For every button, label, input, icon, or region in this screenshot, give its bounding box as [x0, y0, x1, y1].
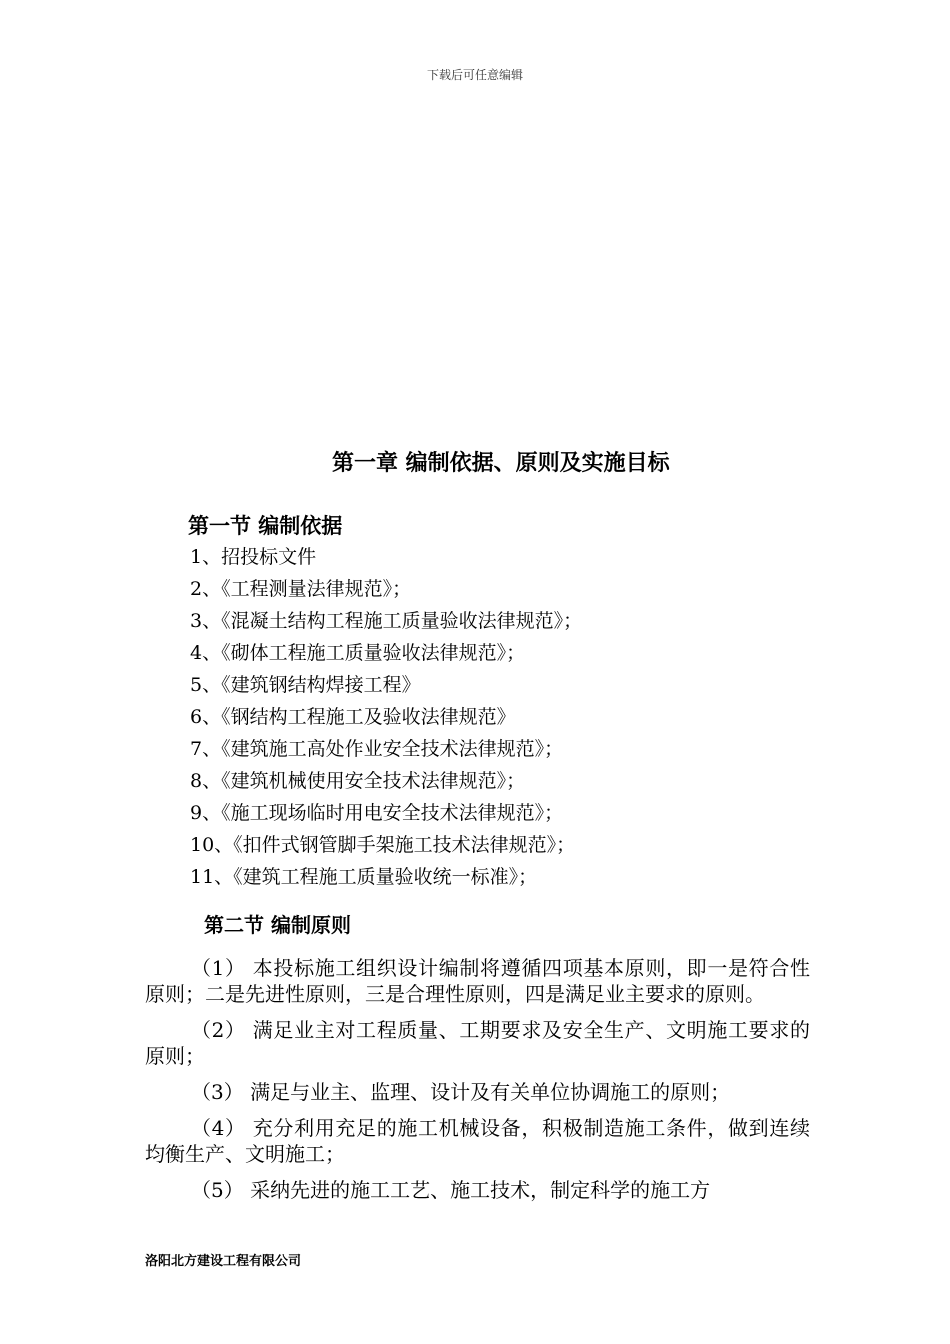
section-title-basis: 第一节 编制依据	[188, 514, 343, 538]
principle-paragraph: （2） 满足业主对工程质量、工期要求及安全生产、文明施工要求的原则；	[145, 1018, 810, 1068]
principle-paragraph: （3） 满足与业主、监理、设计及有关单位协调施工的原则；	[191, 1080, 731, 1104]
list-item: 7、《建筑施工高处作业安全技术法律规范》；	[190, 738, 564, 760]
list-item: 5、《建筑钢结构焊接工程》	[190, 674, 421, 696]
list-item: 11、《建筑工程施工质量验收统一标准》；	[190, 866, 538, 888]
list-item: 3、《混凝土结构工程施工质量验收法律规范》；	[190, 610, 583, 632]
principle-paragraph: （4） 充分利用充足的施工机械设备，积极制造施工条件，做到连续均衡生产、文明施工；	[145, 1116, 810, 1166]
list-item: 8、《建筑机械使用安全技术法律规范》；	[190, 770, 526, 792]
principles-body	[145, 955, 810, 1213]
footer-company: 洛阳北方建设工程有限公司	[145, 1254, 302, 1269]
list-item: 4、《砌体工程施工质量验收法律规范》；	[190, 642, 526, 664]
chapter-title: 第一章 编制依据、原则及实施目标	[332, 451, 670, 476]
header-note: 下载后可任意编辑	[426, 68, 523, 82]
list-item: 1、招投标文件	[190, 546, 317, 568]
list-item: 6、《钢结构工程施工及验收法律规范》	[190, 706, 516, 728]
list-item: 10、《扣件式钢管脚手架施工技术法律规范》；	[190, 834, 576, 856]
principle-paragraph: （5） 采纳先进的施工工艺、施工技术，制定科学的施工方	[191, 1178, 711, 1202]
section-title-principles: 第二节 编制原则	[204, 913, 351, 937]
list-item: 9、《施工现场临时用电安全技术法律规范》；	[190, 802, 564, 824]
basis-list	[190, 541, 582, 893]
list-item: 2、《工程测量法律规范》；	[190, 578, 412, 600]
principle-paragraph: （1） 本投标施工组织设计编制将遵循四项基本原则，即一是符合性原则；二是先进性原则，三是合理性原则，四是满足业主要求的原则。	[145, 956, 810, 1006]
